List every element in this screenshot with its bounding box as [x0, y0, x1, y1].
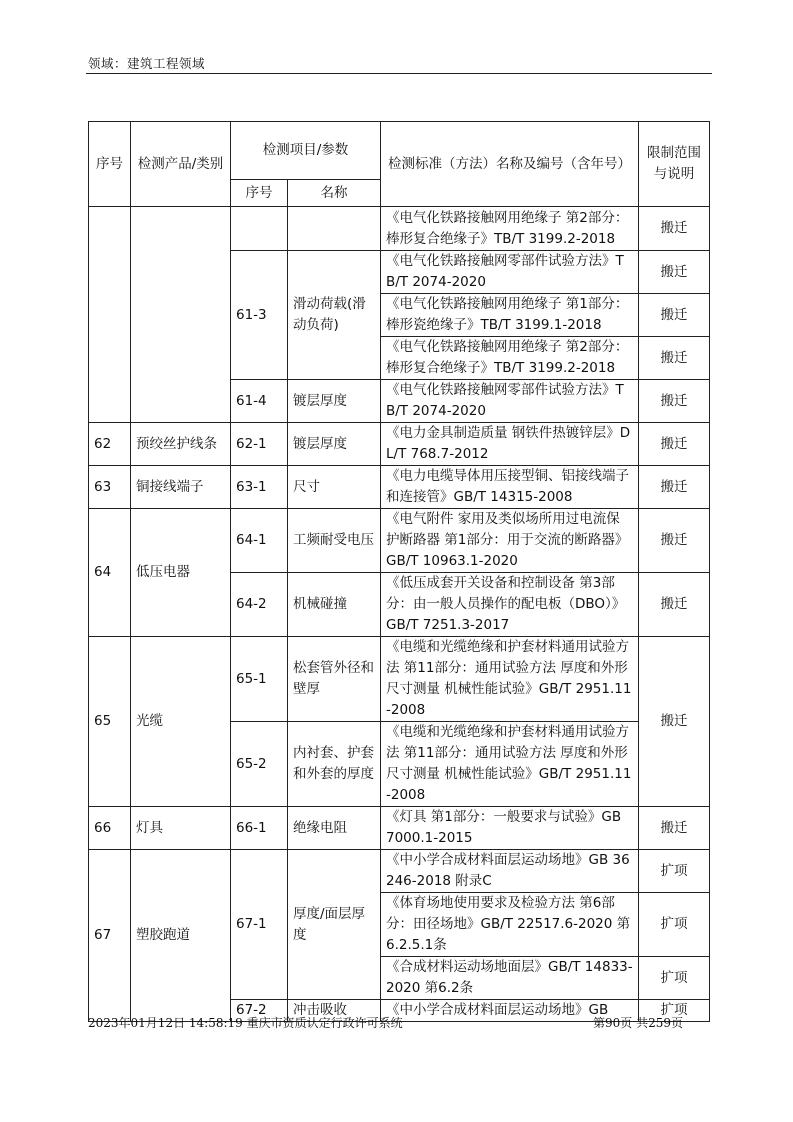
- table-row: [89, 207, 710, 251]
- cell-standard: 《电气化铁路接触网零部件试验方法》TB/T 2074-2020: [381, 380, 639, 423]
- cell-seq: 66: [89, 807, 131, 850]
- cell-standard: 《电气附件 家用及类似场所用过电流保护断路器 第1部分：用于交流的断路器》GB/T 10963.1-2020: [381, 509, 639, 573]
- cell-limit: 搬迁: [639, 337, 710, 380]
- cell-standard: 《灯具 第1部分：一般要求与试验》GB 7000.1-2015: [381, 807, 639, 850]
- cell-standard: 《电缆和光缆绝缘和护套材料通用试验方法 第11部分：通用试验方法 厚度和外形尺寸测量 机械性能试验》GB/T 2951.11-2008: [381, 637, 639, 722]
- cell-seq: 65: [89, 637, 131, 807]
- cell-item-name: 尺寸: [288, 466, 381, 509]
- cell-standard: 《中小学合成材料面层运动场地》GB 36246-2018 附录C: [381, 850, 639, 893]
- cell-item-name: 绝缘电阻: [288, 807, 381, 850]
- cell-limit: 扩项: [639, 957, 710, 1000]
- cell-product: 低压电器: [131, 509, 231, 637]
- cell-limit: 搬迁: [639, 207, 710, 251]
- footer-page-number: 第90页 共259页: [593, 1016, 683, 1030]
- cell-limit: 搬迁: [639, 466, 710, 509]
- cell-item-seq: 64-2: [231, 573, 288, 637]
- cell-product: 灯具: [131, 807, 231, 850]
- cell-limit: 扩项: [639, 893, 710, 957]
- cell-item-name: 内衬套、护套和外套的厚度: [288, 722, 381, 807]
- table-row: [89, 509, 710, 573]
- cell-limit: 搬迁: [639, 807, 710, 850]
- cell-product: 塑胶跑道: [131, 850, 231, 1022]
- cell-item-name: 工频耐受电压: [288, 509, 381, 573]
- cell-seq: [89, 207, 131, 423]
- cell-standard: 《合成材料运动场地面层》GB/T 14833-2020 第6.2条: [381, 957, 639, 1000]
- capability-table: [88, 121, 710, 1022]
- table-row: [89, 423, 710, 466]
- cell-standard: 《中小学合成材料面层运动场地》GB: [381, 1000, 639, 1022]
- footer-timestamp-system: 2023年01月12日 14:58:19 重庆市资质认定行政许可系统: [88, 1016, 403, 1030]
- cell-item-name: [288, 207, 381, 251]
- cell-seq: 64: [89, 509, 131, 637]
- cell-item-name: 机械碰撞: [288, 573, 381, 637]
- cell-item-seq: 67-1: [231, 850, 288, 1000]
- cell-limit: 搬迁: [639, 423, 710, 466]
- cell-standard: 《电缆和光缆绝缘和护套材料通用试验方法 第11部分：通用试验方法 厚度和外形尺寸测量 机械性能试验》GB/T 2951.11-2008: [381, 722, 639, 807]
- cell-product: 预绞丝护线条: [131, 423, 231, 466]
- header-seq: 序号: [89, 122, 131, 207]
- header-item-group: 检测项目/参数: [231, 122, 381, 180]
- cell-item-seq: 65-2: [231, 722, 288, 807]
- cell-item-name: 厚度/面层厚度: [288, 850, 381, 1000]
- cell-limit: 搬迁: [639, 573, 710, 637]
- cell-item-seq: [231, 207, 288, 251]
- cell-item-seq: 64-1: [231, 509, 288, 573]
- cell-item-seq: 63-1: [231, 466, 288, 509]
- cell-seq: 63: [89, 466, 131, 509]
- cell-standard: 《电气化铁路接触网用绝缘子 第2部分：棒形复合绝缘子》TB/T 3199.2-2018: [381, 337, 639, 380]
- table-row: [89, 850, 710, 893]
- cell-limit: 搬迁: [639, 637, 710, 807]
- cell-limit: 扩项: [639, 1000, 710, 1022]
- cell-item-name: 镀层厚度: [288, 380, 381, 423]
- cell-item-seq: 61-3: [231, 251, 288, 380]
- cell-standard: 《电气化铁路接触网零部件试验方法》TB/T 2074-2020: [381, 251, 639, 294]
- cell-limit: 搬迁: [639, 380, 710, 423]
- cell-item-seq: 62-1: [231, 423, 288, 466]
- header-item-name: 名称: [288, 180, 381, 207]
- table-row: [89, 637, 710, 722]
- cell-seq: 62: [89, 423, 131, 466]
- header-product: 检测产品/类别: [131, 122, 231, 207]
- table-row: [89, 807, 710, 850]
- cell-item-name: 松套管外径和壁厚: [288, 637, 381, 722]
- header-limit: 限制范围与说明: [639, 122, 710, 207]
- page-header-domain: 领域：建筑工程领域: [88, 56, 206, 71]
- cell-seq: 67: [89, 850, 131, 1022]
- cell-standard: 《电力电缆导体用压接型铜、铝接线端子和连接管》GB/T 14315-2008: [381, 466, 639, 509]
- cell-limit: 搬迁: [639, 294, 710, 337]
- cell-limit: 搬迁: [639, 251, 710, 294]
- table-row: [89, 466, 710, 509]
- cell-item-seq: 66-1: [231, 807, 288, 850]
- cell-item-seq: 61-4: [231, 380, 288, 423]
- cell-standard: 《低压成套开关设备和控制设备 第3部分：由一般人员操作的配电板（DBO）》GB/T 7251.3-2017: [381, 573, 639, 637]
- cell-standard: 《体育场地使用要求及检验方法 第6部分：田径场地》GB/T 22517.6-2020 第6.2.5.1条: [381, 893, 639, 957]
- cell-item-seq: 67-2: [231, 1000, 288, 1022]
- cell-item-name: 冲击吸收: [288, 1000, 381, 1022]
- header-standard: 检测标准（方法）名称及编号（含年号）: [381, 122, 639, 207]
- cell-item-name: 镀层厚度: [288, 423, 381, 466]
- cell-product: 光缆: [131, 637, 231, 807]
- cell-item-seq: 65-1: [231, 637, 288, 722]
- cell-product: 铜接线端子: [131, 466, 231, 509]
- cell-standard: 《电气化铁路接触网用绝缘子 第2部分：棒形复合绝缘子》TB/T 3199.2-2018: [381, 207, 639, 251]
- cell-limit: 搬迁: [639, 509, 710, 573]
- cell-limit: 扩项: [639, 850, 710, 893]
- header-item-seq: 序号: [231, 180, 288, 207]
- cell-standard: 《电力金具制造质量 钢铁件热镀锌层》DL/T 768.7-2012: [381, 423, 639, 466]
- cell-product: [131, 207, 231, 423]
- header-divider: [86, 73, 712, 74]
- cell-item-name: 滑动荷载(滑动负荷): [288, 251, 381, 380]
- cell-standard: 《电气化铁路接触网用绝缘子 第1部分：棒形瓷绝缘子》TB/T 3199.1-2018: [381, 294, 639, 337]
